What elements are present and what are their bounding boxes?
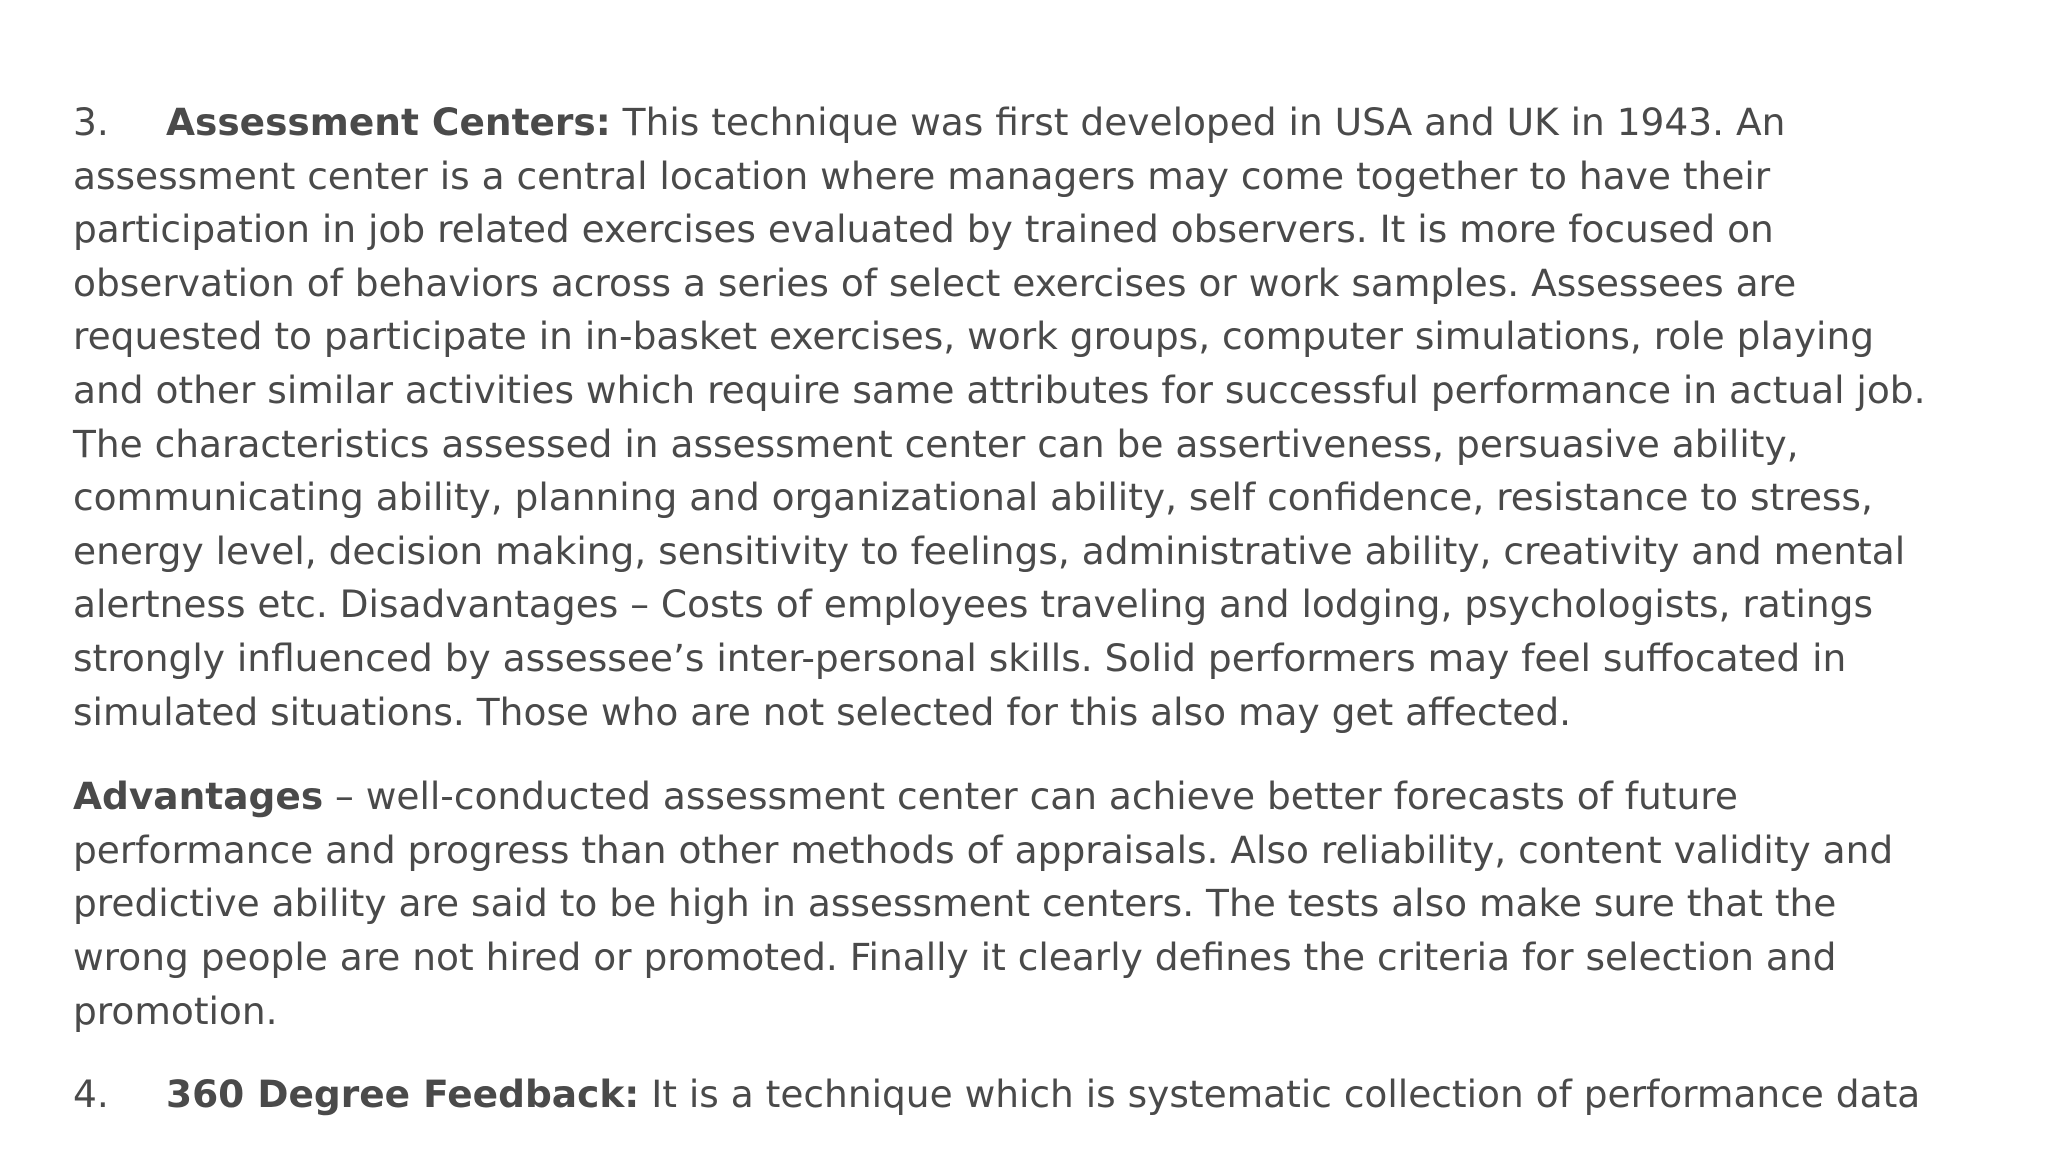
advantages-first-line	[73, 770, 2003, 824]
paragraph-line: assessment center is a central location where managers may come together to have their	[73, 153, 1771, 198]
section-4-partial	[73, 1068, 1973, 1122]
paragraph-line: requested to participate in in-basket exercises, work groups, computer simulations, role playing	[73, 314, 1875, 359]
document-page	[73, 96, 2003, 1038]
paragraph-spacer	[73, 739, 2003, 770]
advantages-paragraph	[73, 770, 2003, 1038]
paragraph-line: promotion.	[73, 988, 278, 1033]
paragraph-line: and other similar activities which require same attributes for successful performance in actual job.	[73, 367, 1926, 412]
advantages-heading: Advantages	[73, 774, 324, 819]
section-3-first-line	[73, 96, 2003, 150]
section-number: 3.	[73, 100, 109, 144]
section-3-paragraph	[73, 96, 2003, 739]
section-heading: 360 Degree Feedback:	[166, 1072, 640, 1116]
section-4-cutoff-line	[73, 1068, 1973, 1116]
paragraph-line: participation in job related exercises evaluated by trained observers. It is more focused on	[73, 207, 1774, 252]
section-number: 4.	[73, 1072, 109, 1116]
section-4-text: It is a technique which is systematic collection of performance data	[639, 1072, 1921, 1116]
paragraph-line: observation of behaviors across a series of select exercises or work samples. Assessees are	[73, 260, 1797, 305]
paragraph-line: strongly influenced by assessee’s inter-personal skills. Solid performers may feel suffocated in	[73, 635, 1847, 680]
advantages-line-1-text: – well-conducted assessment center can achieve better forecasts of future	[323, 774, 1738, 819]
section-3-line-1-text: This technique was first developed in USA and UK in 1943. An	[610, 100, 1786, 144]
paragraph-line: alertness etc. Disadvantages – Costs of employees traveling and lodging, psychologists, ratings	[73, 582, 1873, 627]
paragraph-line: wrong people are not hired or promoted. Finally it clearly defines the criteria for selection and	[73, 934, 1837, 979]
paragraph-line: simulated situations. Those who are not selected for this also may get affected.	[73, 689, 1572, 734]
paragraph-line: energy level, decision making, sensitivity to feelings, administrative ability, creativity and mental	[73, 528, 1906, 573]
paragraph-line: communicating ability, planning and organizational ability, self confidence, resistance to stress,	[73, 475, 1873, 520]
section-heading: Assessment Centers:	[166, 100, 611, 144]
paragraph-line: predictive ability are said to be high in assessment centers. The tests also make sure that the	[73, 881, 1837, 926]
paragraph-line: The characteristics assessed in assessment center can be assertiveness, persuasive ability,	[73, 421, 1799, 466]
paragraph-line: performance and progress than other methods of appraisals. Also reliability, content validity and	[73, 827, 1894, 872]
